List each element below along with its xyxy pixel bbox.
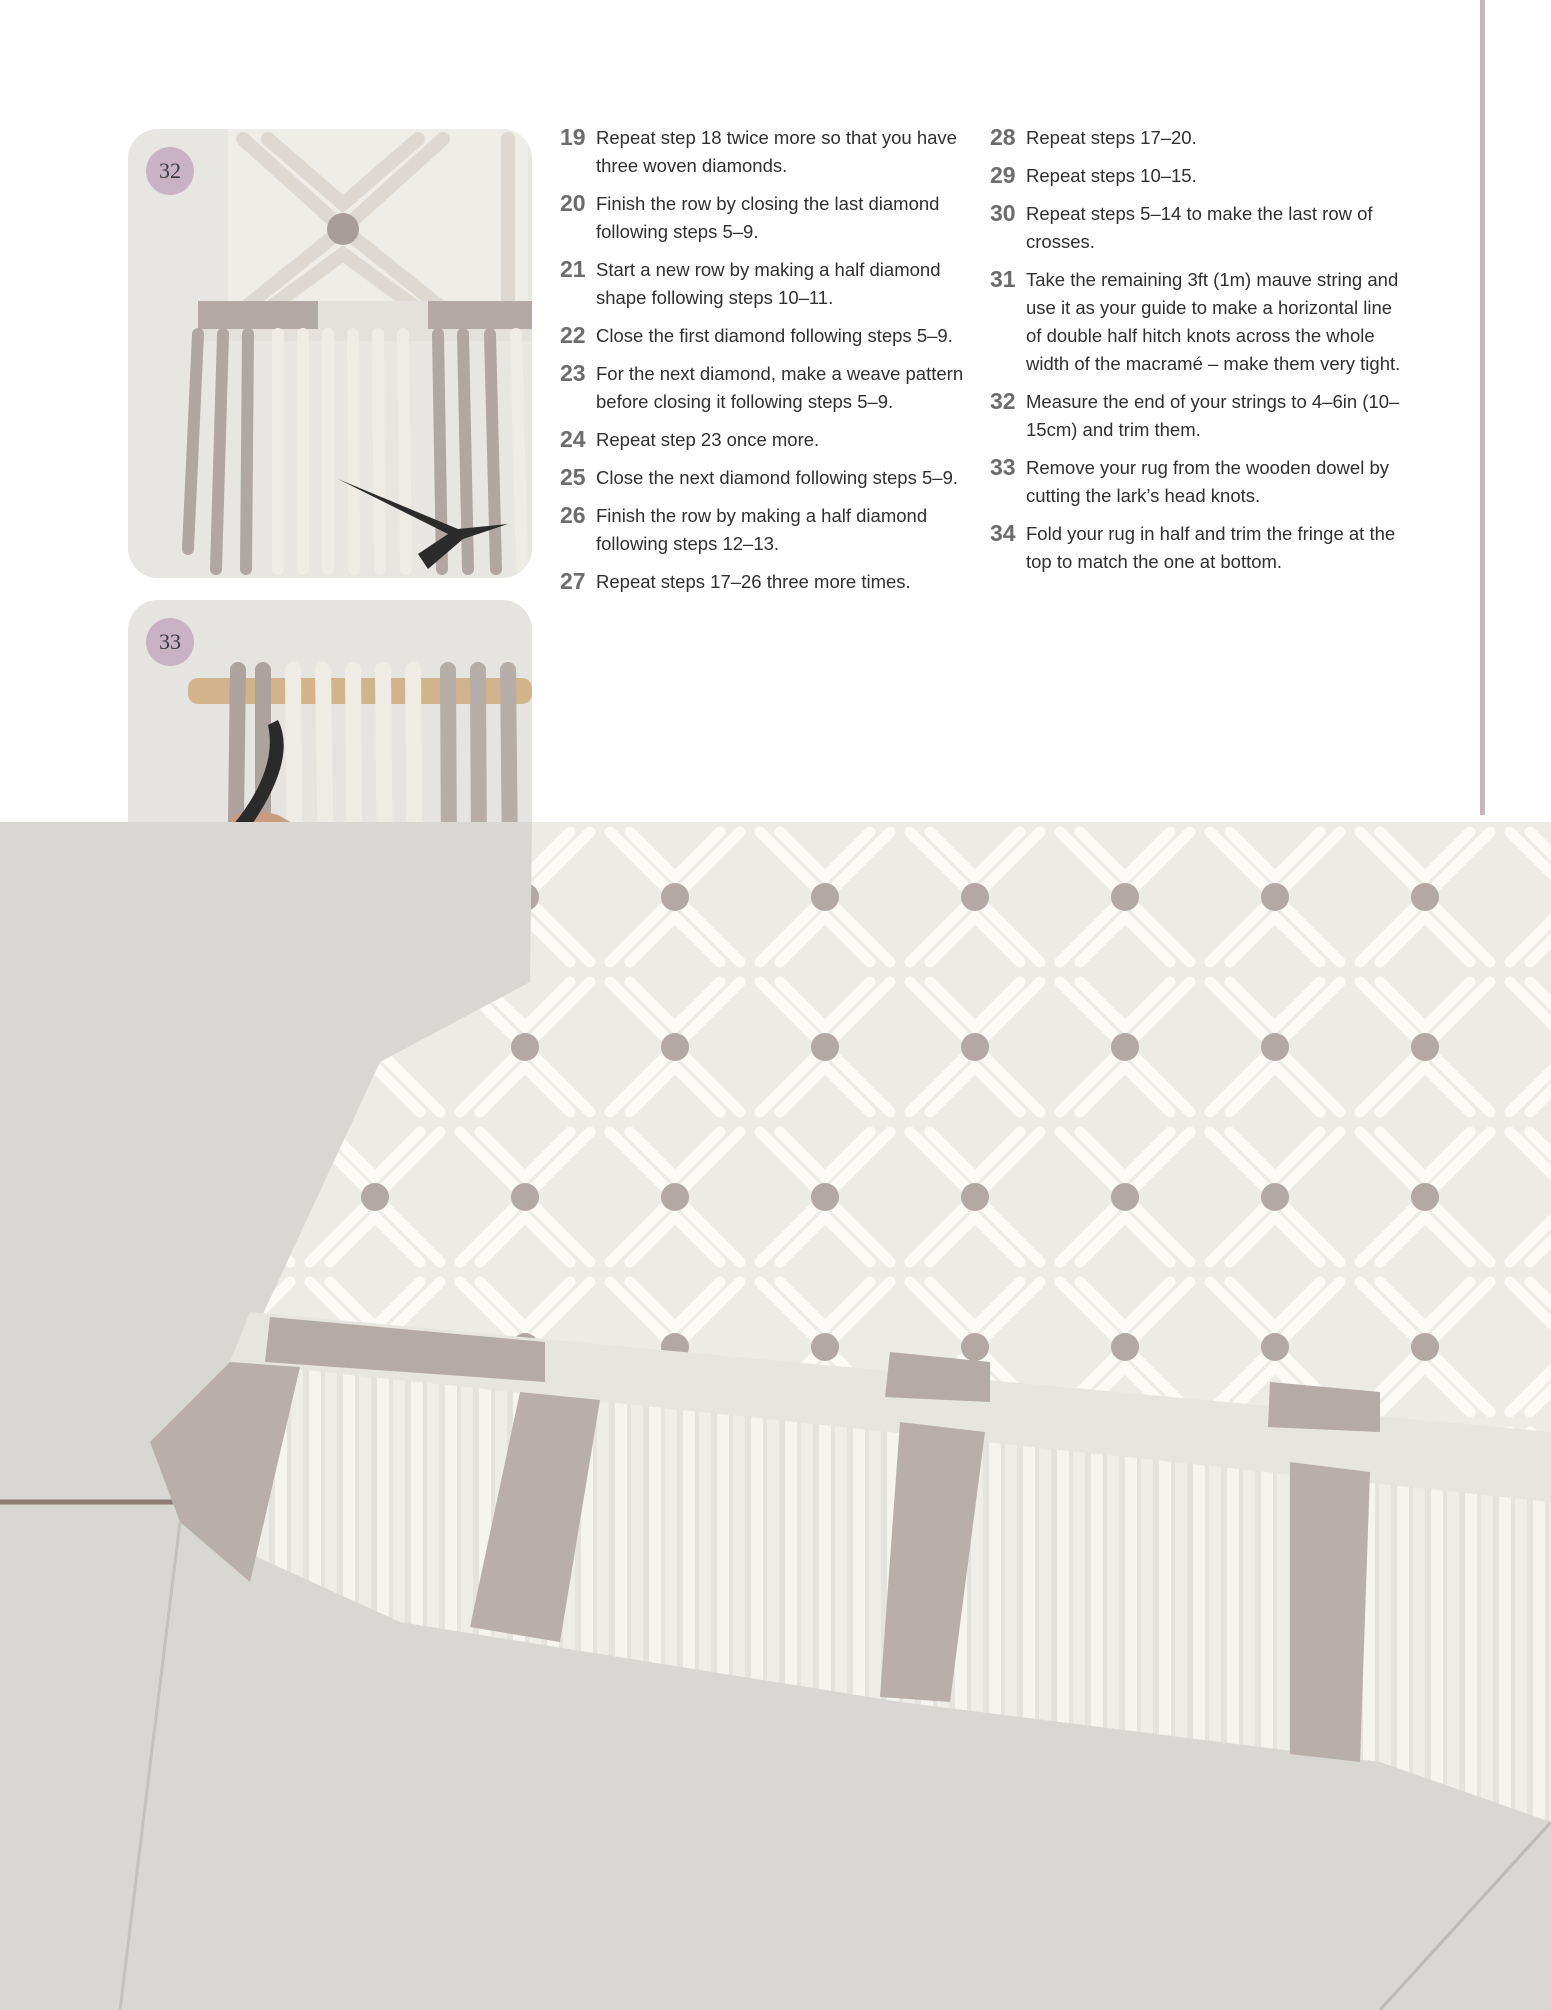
step-text: Measure the end of your strings to 4–6in (10–15cm) and trim them. bbox=[1026, 391, 1400, 440]
step-text: Repeat steps 17–26 three more times. bbox=[596, 571, 911, 592]
step-text: Close the first diamond following steps 5–9. bbox=[596, 325, 953, 346]
step-item bbox=[560, 426, 980, 454]
step-text: For the next diamond, make a weave pattern before closing it following steps 5–9. bbox=[596, 363, 964, 412]
step-item bbox=[990, 520, 1410, 576]
step-number: 30 bbox=[990, 200, 1016, 226]
step-text: Repeat step 18 twice more so that you have three woven diamonds. bbox=[596, 127, 957, 176]
step-number: 32 bbox=[990, 388, 1016, 414]
step-text: Finish the row by closing the last diamond following steps 5–9. bbox=[596, 193, 940, 242]
step-text: Repeat step 23 once more. bbox=[596, 429, 820, 450]
step-item bbox=[990, 454, 1410, 510]
steps-column-right bbox=[990, 124, 1410, 586]
step-number: 20 bbox=[560, 190, 586, 216]
step-item bbox=[560, 124, 980, 180]
step-item bbox=[560, 360, 980, 416]
step-text: Repeat steps 5–14 to make the last row of crosses. bbox=[1026, 203, 1373, 252]
step-photo-32 bbox=[128, 129, 532, 578]
step-badge-32: 32 bbox=[146, 147, 194, 195]
step-number: 27 bbox=[560, 568, 586, 594]
step-item bbox=[990, 388, 1410, 444]
step-text: Close the next diamond following steps 5–9. bbox=[596, 467, 958, 488]
step-text: Fold your rug in half and trim the fringe at the top to match the one at bottom. bbox=[1026, 523, 1396, 572]
step-item bbox=[990, 266, 1410, 378]
step-number: 23 bbox=[560, 360, 586, 386]
step-number: 25 bbox=[560, 464, 586, 490]
step-number: 21 bbox=[560, 256, 586, 282]
page-edge-bar bbox=[1480, 0, 1485, 815]
step-number: 31 bbox=[990, 266, 1016, 292]
step-text: Finish the row by making a half diamond following steps 12–13. bbox=[596, 505, 928, 554]
step-number: 26 bbox=[560, 502, 586, 528]
step-item bbox=[560, 464, 980, 492]
step-item bbox=[560, 502, 980, 558]
step-number: 24 bbox=[560, 426, 586, 452]
step-badge-33: 33 bbox=[146, 618, 194, 666]
step-item bbox=[990, 162, 1410, 190]
step-text: Repeat steps 17–20. bbox=[1026, 127, 1197, 148]
finished-rug-photo bbox=[0, 822, 1551, 2010]
step-number: 22 bbox=[560, 322, 586, 348]
step-text: Remove your rug from the wooden dowel by cutting the lark’s head knots. bbox=[1026, 457, 1389, 506]
step-item bbox=[990, 200, 1410, 256]
step-number: 29 bbox=[990, 162, 1016, 188]
macrame-diamond-closeup-image bbox=[128, 129, 532, 578]
macrame-rug-image bbox=[0, 822, 1551, 2010]
step-item bbox=[560, 256, 980, 312]
step-text: Start a new row by making a half diamond shape following steps 10–11. bbox=[596, 259, 941, 308]
step-number: 33 bbox=[990, 454, 1016, 480]
step-text: Take the remaining 3ft (1m) mauve string and use it as your guide to make a horizontal line of double half hitch knots across the whole width of the macramé – make them very tight. bbox=[1026, 269, 1401, 374]
step-number: 34 bbox=[990, 520, 1016, 546]
step-item bbox=[560, 322, 980, 350]
steps-column-left bbox=[560, 124, 980, 606]
step-item bbox=[990, 124, 1410, 152]
step-item bbox=[560, 568, 980, 596]
step-number: 19 bbox=[560, 124, 586, 150]
step-item bbox=[560, 190, 980, 246]
step-number: 28 bbox=[990, 124, 1016, 150]
step-text: Repeat steps 10–15. bbox=[1026, 165, 1197, 186]
